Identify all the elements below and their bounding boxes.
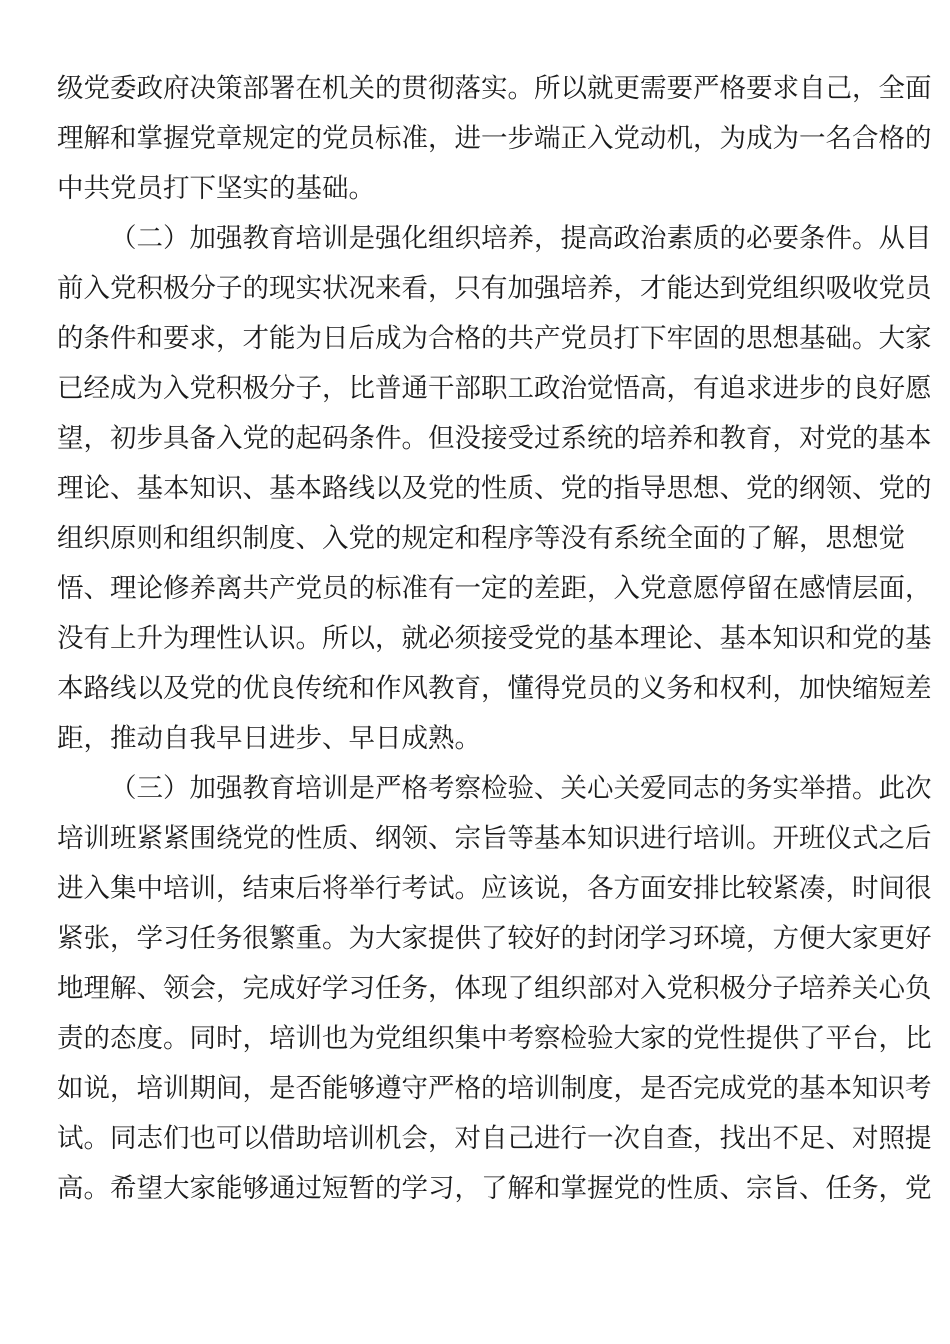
- text-line: 高。希望大家能够通过短暂的学习，了解和掌握党的性质、宗旨、任务，党: [57, 1173, 932, 1204]
- text-line: 如说，培训期间，是否能够遵守严格的培训制度，是否完成党的基本知识考: [57, 1073, 932, 1104]
- text-line: 培训班紧紧围绕党的性质、纲领、宗旨等基本知识进行培训。开班仪式之后: [57, 823, 932, 854]
- text-line: 的条件和要求，才能为日后成为合格的共产党员打下牢固的思想基础。大家: [57, 323, 932, 354]
- text-line: 紧张，学习任务很繁重。为大家提供了较好的封闭学习环境，方便大家更好: [57, 923, 932, 954]
- text-line: 没有上升为理性认识。所以，就必须接受党的基本理论、基本知识和党的基: [57, 623, 932, 654]
- text-line: 试。同志们也可以借助培训机会，对自己进行一次自查，找出不足、对照提: [57, 1123, 932, 1154]
- paragraph-heading-line: （三）加强教育培训是严格考察检验、关心关爱同志的务实举措。此次: [110, 773, 932, 804]
- text-line: 理解和掌握党章规定的党员标准，进一步端正入党动机，为成为一名合格的: [57, 123, 932, 154]
- text-line: 地理解、领会，完成好学习任务，体现了组织部对入党积极分子培养关心负: [57, 973, 932, 1004]
- text-line: 理论、基本知识、基本路线以及党的性质、党的指导思想、党的纲领、党的: [57, 473, 932, 504]
- text-line: 距，推动自我早日进步、早日成熟。: [57, 723, 481, 754]
- text-line: 悟、理论修养离共产党员的标准有一定的差距，入党意愿停留在感情层面，: [57, 573, 932, 604]
- text-line: 已经成为入党积极分子，比普通干部职工政治觉悟高，有追求进步的良好愿: [57, 373, 932, 404]
- text-line: 组织原则和组织制度、入党的规定和程序等没有系统全面的了解，思想觉: [57, 523, 905, 554]
- text-line: 中共党员打下坚实的基础。: [57, 173, 375, 204]
- paragraph-heading-line: （二）加强教育培训是强化组织培养，提高政治素质的必要条件。从目: [110, 223, 932, 254]
- text-line: 前入党积极分子的现实状况来看，只有加强培养，才能达到党组织吸收党员: [57, 273, 932, 304]
- text-line: 望，初步具备入党的起码条件。但没接受过系统的培养和教育，对党的基本: [57, 423, 932, 454]
- text-line: 责的态度。同时，培训也为党组织集中考察检验大家的党性提供了平台，比: [57, 1023, 932, 1054]
- text-line: 进入集中培训，结束后将举行考试。应该说，各方面安排比较紧凑，时间很: [57, 873, 932, 904]
- text-line: 级党委政府决策部署在机关的贯彻落实。所以就更需要严格要求自己，全面: [57, 73, 932, 104]
- text-line: 本路线以及党的优良传统和作风教育，懂得党员的义务和权利，加快缩短差: [57, 673, 932, 704]
